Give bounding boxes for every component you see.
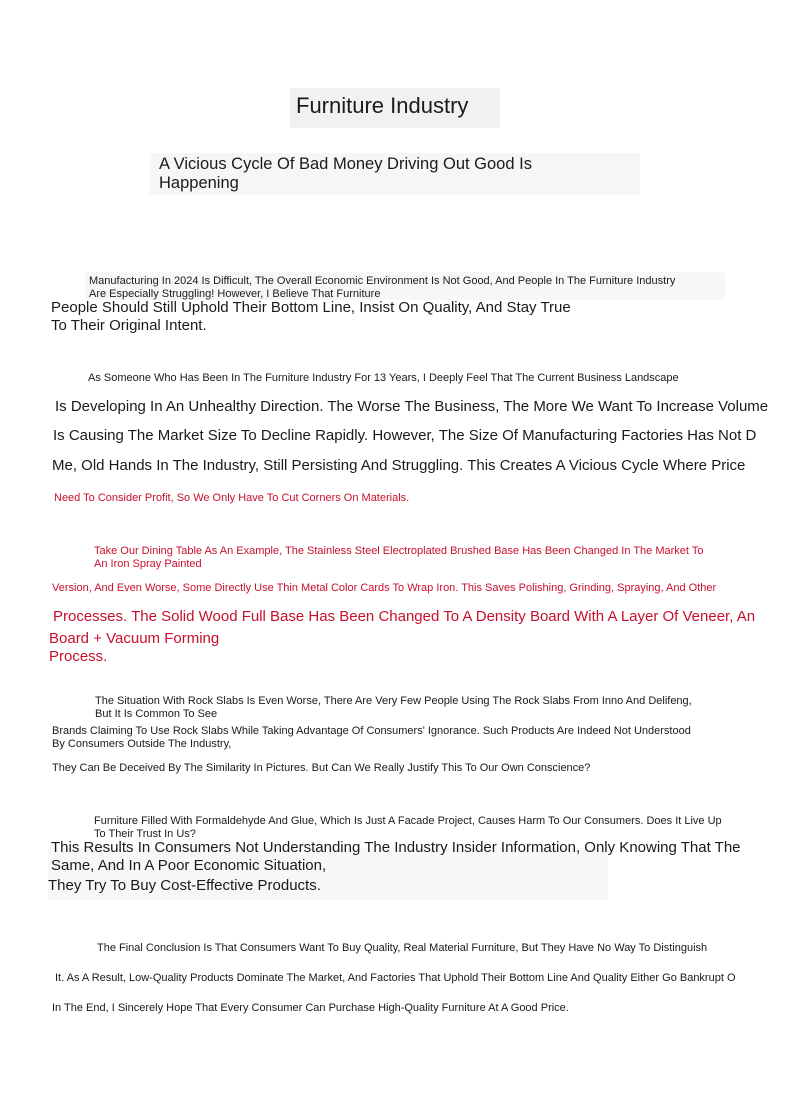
paragraph-2-highlight: Need To Consider Profit, So We Only Have To Cut Corners On Materials. [54, 492, 410, 504]
paragraph-2-line-1: Is Developing In An Unhealthy Direction. The Worse The Business, The More We Want To Increase Volume [55, 398, 769, 415]
paragraph-5-line-3: They Try To Buy Cost-Effective Products. [48, 877, 321, 894]
paragraph-6-line-2: It. As A Result, Low-Quality Products Dominate The Market, And Factories That Uphold Their Bottom Line And Quality Either Go Bankrupt O [55, 972, 736, 984]
paragraph-2-intro: As Someone Who Has Been In The Furniture Industry For 13 Years, I Deeply Feel That The Current Business Landscape [88, 372, 679, 384]
paragraph-5-intro: Furniture Filled With Formaldehyde And Glue, Which Is Just A Facade Project, Causes Harm To Our Consumers. Does It Live Up To Their Trust In Us? [94, 815, 722, 840]
paragraph-2-line-3: Me, Old Hands In The Industry, Still Persisting And Struggling. This Creates A Vicious Cycle Where Price [52, 457, 746, 474]
paragraph-4-line-1: Brands Claiming To Use Rock Slabs While Taking Advantage Of Consumers' Ignorance. Such Products Are Indeed Not Understood By Consumers Outside The Industry, [52, 725, 691, 750]
paragraph-3-line-1: Version, And Even Worse, Some Directly Use Thin Metal Color Cards To Wrap Iron. This Saves Polishing, Grinding, Spraying, And Other [52, 582, 717, 594]
page-subtitle: A Vicious Cycle Of Bad Money Driving Out Good Is Happening [159, 155, 532, 192]
paragraph-6-line-1: The Final Conclusion Is That Consumers Want To Buy Quality, Real Material Furniture, But They Have No Way To Distinguish [97, 942, 708, 954]
paragraph-2-line-2: Is Causing The Market Size To Decline Rapidly. However, The Size Of Manufacturing Factories Has Not D [53, 427, 757, 444]
paragraph-3-line-2: Processes. The Solid Wood Full Base Has Been Changed To A Density Board With A Layer Of Veneer, An [53, 608, 756, 625]
paragraph-1-body: People Should Still Uphold Their Bottom Line, Insist On Quality, And Stay True To Their Original Intent. [51, 299, 571, 334]
paragraph-4-intro: The Situation With Rock Slabs Is Even Worse, There Are Very Few People Using The Rock Slabs From Inno And Delifeng, But It Is Common To See [95, 695, 692, 720]
paragraph-4-line-2: They Can Be Deceived By The Similarity In Pictures. But Can We Really Justify This To Our Own Conscience? [52, 762, 591, 774]
paragraph-1-intro: Manufacturing In 2024 Is Difficult, The Overall Economic Environment Is Not Good, And People In The Furniture Industry Are Especially Struggling! However, I Believe That Furniture [89, 275, 676, 300]
paragraph-5-line-2: Same, And In A Poor Economic Situation, [51, 857, 327, 874]
paragraph-5-line-1: This Results In Consumers Not Understanding The Industry Insider Information, Only Knowing That The [51, 839, 741, 856]
page-title: Furniture Industry [296, 93, 469, 118]
paragraph-3-intro: Take Our Dining Table As An Example, The Stainless Steel Electroplated Brushed Base Has Been Changed In The Market To An Iron Spray Painted [94, 545, 704, 570]
paragraph-3-line-4: Process. [49, 648, 108, 665]
paragraph-3-line-3: Board + Vacuum Forming [49, 630, 220, 647]
paragraph-6-line-3: In The End, I Sincerely Hope That Every Consumer Can Purchase High-Quality Furniture At A Good Price. [52, 1002, 569, 1014]
